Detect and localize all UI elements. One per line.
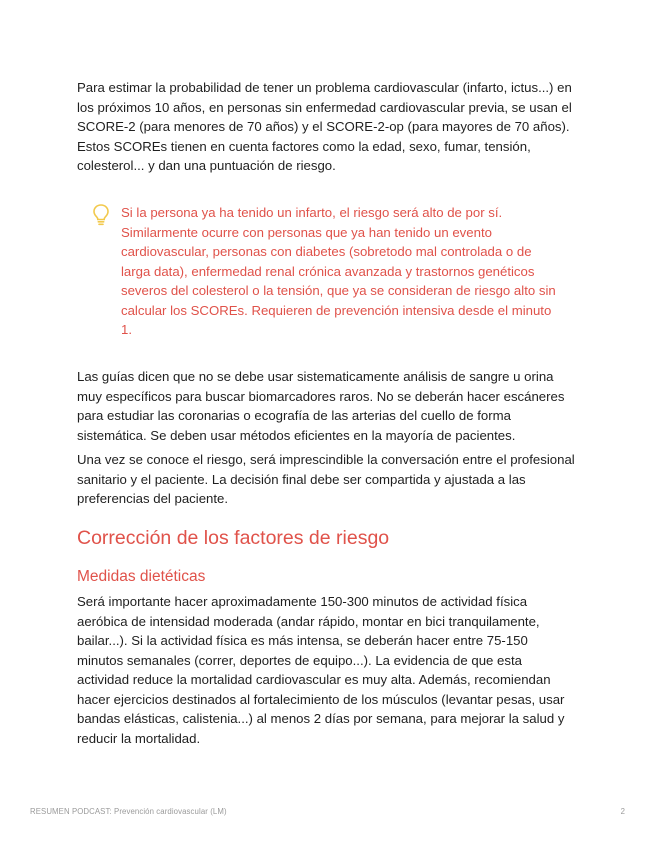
intro-paragraph: Para estimar la probabilidad de tener un problema cardiovascular (infarto, ictus...) en los próximos 10 años, en personas sin enfermedad cardiovascular previa, se usan el SCORE-2 (para menores de 70 años) y el SCORE-2-op (para mayores de 70 años). Estos SCOREs tienen en cuenta factores como la edad, sexo, fumar, tensión, colesterol... y dan una puntuación de riesgo. xyxy=(77,80,572,173)
subsection-heading: Medidas dietéticas xyxy=(77,568,206,585)
page-number: 2 xyxy=(620,807,625,816)
decision-paragraph: Una vez se conoce el riesgo, será imprescindible la conversación entre el profesional sanitario y el paciente. La decisión final debe ser compartida y ajustada a las preferencias del paciente. xyxy=(77,452,575,506)
activity-paragraph: Será importante hacer aproximadamente 150-300 minutos de actividad física aeróbica de intensidad moderada (andar rápido, montar en bici tranquilamente, bailar...). Si la actividad física es más intensa, se deberán hacer entre 75-150 minutos semanales (correr, deportes de equipo...). La evidencia de que esta actividad reduce la mortalidad cardiovascular es muy alta. Además, recomiendan hacer ejercicios destinados al fortalecimiento de los músculos (levantar pesas, usar bandas elásticas, calistenia...) al menos 2 días por semana, para mejorar la salud y reducir la mortalidad. xyxy=(77,594,565,746)
footer-title: RESUMEN PODCAST: Prevención cardiovascular (LM) xyxy=(30,807,227,816)
lightbulb-icon xyxy=(92,203,110,227)
guides-paragraph: Las guías dicen que no se debe usar sistematicamente análisis de sangre u orina muy específicos para buscar biomarcadores raros. No se deberán hacer escáneres para estudiar las coronarias o ecografía de las arterias del cuello de forma sistemática. Se deben usar métodos eficientes en la mayoría de pacientes. xyxy=(77,369,565,443)
section-heading: Corrección de los factores de riesgo xyxy=(77,527,390,549)
callout-text: Si la persona ya ha tenido un infarto, el riesgo será alto de por sí. Similarmente ocurre con personas que ya han tenido un evento cardiovascular, personas con diabetes (sobretodo mal controlada o de larga data), enfermedad renal crónica avanzada y trastornos genéticos severos del colesterol o la tensión, que ya se consideran de riesgo alto sin calcular los SCOREs. Requieren de prevención intensiva desde el minuto 1. xyxy=(121,205,556,337)
